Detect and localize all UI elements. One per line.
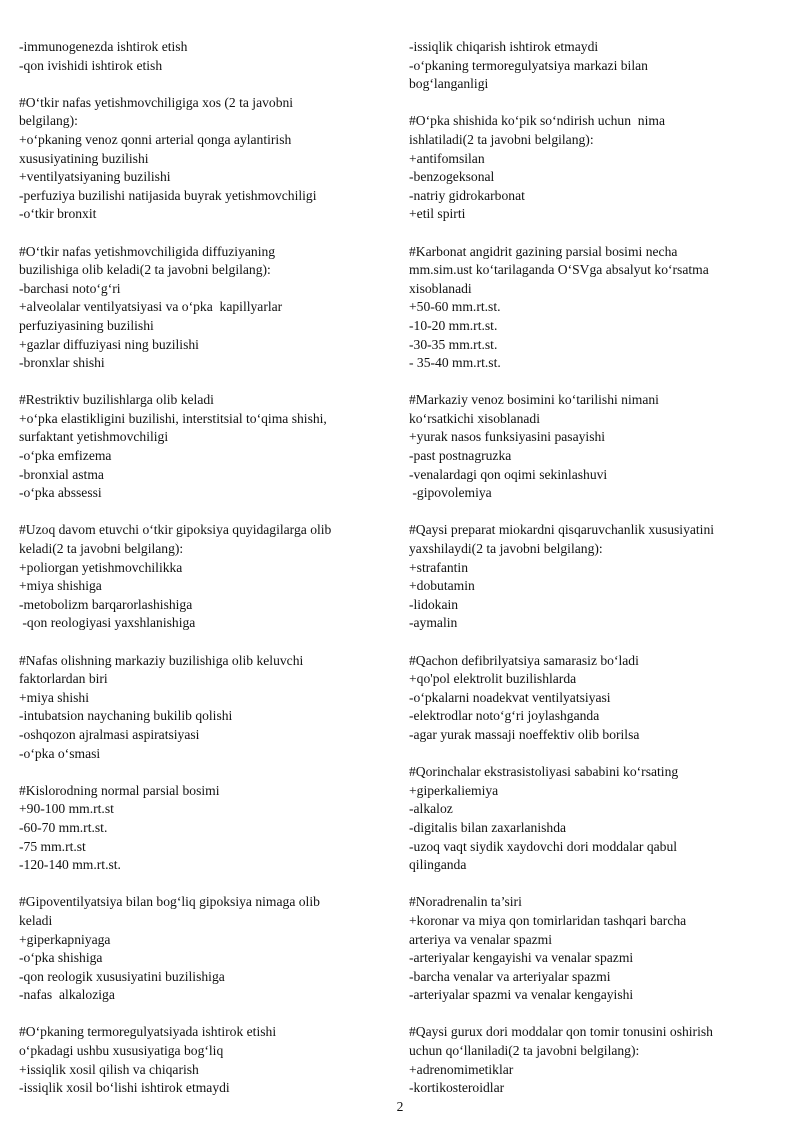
question-block [19, 1023, 394, 1097]
question-block [19, 94, 394, 224]
text-line: #Gipoventilyatsiya bilan bog‘liq gipoksiya nimaga olib [19, 894, 320, 910]
question-block [19, 782, 394, 875]
text-line: -o‘tkir bronxit [19, 206, 97, 222]
text-line: #Karbonat angidrit gazining parsial bosimi necha [409, 243, 678, 259]
text-line: -o‘pka o‘smasi [19, 745, 101, 761]
text-line: -kortikosteroidlar [409, 1080, 505, 1096]
text-line: #O‘pkaning termoregulyatsiyada ishtirok etishi [19, 1024, 277, 1040]
question-block [19, 391, 394, 503]
text-line: keladi [19, 912, 53, 928]
question-block [409, 763, 781, 875]
text-line: +yurak nasos funksiyasini pasayishi [409, 429, 606, 445]
text-line: -30-35 mm.rt.st. [409, 336, 498, 352]
text-line: -arteriyalar kengayishi va venalar spazmi [409, 950, 634, 966]
question-block [19, 893, 394, 1005]
text-line: +alveolalar ventilyatsiyasi va o‘pka kapillyarlar [19, 299, 283, 315]
text-line: -uzoq vaqt siydik xaydovchi dori moddalar qabul [409, 838, 678, 854]
text-line: buzilishiga olib keladi(2 ta javobni belgilang): [19, 262, 271, 278]
question-block [19, 652, 394, 764]
text-line: -elektrodlar noto‘g‘ri joylashganda [409, 708, 600, 724]
left-column [19, 38, 394, 1116]
text-line: ishlatiladi(2 ta javobni belgilang): [409, 131, 594, 147]
text-line: +poliorgan yetishmovchilikka [19, 559, 183, 575]
text-line: -digitalis bilan zaxarlanishda [409, 819, 567, 835]
text-line: +etil spirti [409, 206, 466, 222]
question-block [409, 521, 781, 633]
text-line: surfaktant yetishmovchiligi [19, 429, 169, 445]
text-line: o‘pkadagi ushbu xususiyatiga bog‘liq [19, 1043, 224, 1059]
text-line: +miya shishiga [19, 578, 102, 594]
text-line: #Nafas olishning markaziy buzilishiga olib keluvchi [19, 652, 304, 668]
right-column [409, 38, 781, 1116]
text-line: -oshqozon ajralmasi aspiratsiyasi [19, 726, 200, 742]
text-line: #Qorinchalar ekstrasistoliyasi sababini ko‘rsating [409, 764, 679, 780]
text-line: -o‘pkalarni noadekvat ventilyatsiyasi [409, 689, 611, 705]
text-line: -10-20 mm.rt.st. [409, 317, 498, 333]
text-line: yaxshilaydi(2 ta javobni belgilang): [409, 541, 603, 557]
text-line: #Qachon defibrilyatsiya samarasiz bo‘ladi [409, 652, 639, 668]
text-line: xususiyatining buzilishi [19, 150, 149, 166]
text-line: arteriya va venalar spazmi [409, 931, 553, 947]
text-line: -o‘pka shishiga [19, 950, 103, 966]
text-line: -immunogenezda ishtirok etish [19, 39, 188, 54]
text-line: perfuziyasining buzilishi [19, 317, 154, 333]
text-line: +50-60 mm.rt.st. [409, 299, 501, 315]
question-block [409, 391, 781, 503]
text-line: -o‘pkaning termoregulyatsiya markazi bilan [409, 57, 648, 73]
text-line: -o‘pka emfizema [19, 448, 112, 464]
question-block [409, 893, 781, 1005]
text-line: -gipovolemiya [409, 485, 492, 501]
text-line: -agar yurak massaji noeffektiv olib borilsa [409, 726, 640, 742]
text-line: -qon reologik xususiyatini buzilishiga [19, 968, 225, 984]
question-block [19, 243, 394, 373]
text-line: -intubatsion naychaning bukilib qolishi [19, 708, 233, 724]
text-line: -arteriyalar spazmi va venalar kengayishi [409, 987, 634, 1003]
text-line: +giperkapniyaga [19, 931, 111, 947]
text-line: #O‘pka shishida ko‘pik so‘ndirish uchun nima [409, 113, 665, 129]
text-line: belgilang): [19, 113, 78, 129]
text-line: -bronxlar shishi [19, 355, 105, 371]
text-line: -aymalin [409, 615, 458, 631]
question-block [19, 521, 394, 633]
text-line: -barcha venalar va arteriyalar spazmi [409, 968, 611, 984]
text-line: -lidokain [409, 596, 459, 612]
text-line: -qon ivishidi ishtirok etish [19, 57, 163, 73]
text-line: -barchasi noto‘g‘ri [19, 280, 121, 296]
text-line: #Uzoq davom etuvchi o‘tkir gipoksiya quyidagilarga olib [19, 522, 332, 538]
text-line: +90-100 mm.rt.st [19, 801, 114, 817]
text-line: bog‘langanligi [409, 76, 489, 92]
text-line: +antifomsilan [409, 150, 485, 166]
question-block [409, 243, 781, 373]
text-line: -perfuziya buzilishi natijasida buyrak yetishmovchiligi [19, 187, 317, 203]
text-line: #Kislorodning normal parsial bosimi [19, 782, 220, 798]
text-line: +adrenomimetiklar [409, 1061, 514, 1077]
text-line: +ventilyatsiyaning buzilishi [19, 169, 171, 185]
question-block [19, 38, 394, 75]
text-line: -metobolizm barqarorlashishiga [19, 596, 193, 612]
text-line: +issiqlik xosil qilish va chiqarish [19, 1061, 199, 1077]
text-line: -nafas alkaloziga [19, 987, 115, 1003]
question-block [409, 112, 781, 224]
text-line: #Markaziy venoz bosimini ko‘tarilishi nimani [409, 392, 659, 408]
text-line: xisoblanadi [409, 280, 472, 296]
text-line: +qo'pol elektrolit buzilishlarda [409, 671, 577, 687]
text-line: -alkaloz [409, 801, 453, 817]
text-line: +strafantin [409, 559, 469, 575]
text-line: #Noradrenalin ta’siri [409, 894, 522, 910]
text-line: -60-70 mm.rt.st. [19, 819, 108, 835]
text-line: -qon reologiyasi yaxshlanishiga [19, 615, 196, 631]
text-line: - 35-40 mm.rt.st. [409, 355, 501, 371]
text-line: +o‘pkaning venoz qonni arterial qonga aylantirish [19, 131, 292, 147]
text-line: +koronar va miya qon tomirlaridan tashqari barcha [409, 912, 687, 928]
question-block [409, 1023, 781, 1097]
question-block [409, 652, 781, 745]
text-line: -75 mm.rt.st [19, 838, 86, 854]
text-line: #Qaysi gurux dori moddalar qon tomir tonusini oshirish [409, 1024, 713, 1040]
text-line: #Restriktiv buzilishlarga olib keladi [19, 392, 214, 408]
text-line: #O‘tkir nafas yetishmovchiligiga xos (2 ta javobni [19, 94, 294, 110]
text-line: -issiqlik chiqarish ishtirok etmaydi [409, 39, 599, 54]
text-line: uchun qo‘llaniladi(2 ta javobni belgilang): [409, 1043, 640, 1059]
text-line: keladi(2 ta javobni belgilang): [19, 541, 184, 557]
text-line: mm.sim.ust ko‘tarilaganda O‘SVga absalyut ko‘rsatma [409, 262, 709, 278]
text-line: #Qaysi preparat miokardni qisqaruvchanlik xususiyatini [409, 522, 715, 538]
text-line: qilinganda [409, 857, 467, 873]
text-line: -venalardagi qon oqimi sekinlashuvi [409, 466, 608, 482]
text-line: +giperkaliemiya [409, 782, 499, 798]
question-block [409, 38, 781, 94]
text-line: +dobutamin [409, 578, 475, 594]
text-line: -o‘pka abssessi [19, 485, 102, 501]
text-line: +gazlar diffuziyasi ning buzilishi [19, 336, 199, 352]
text-line: -120-140 mm.rt.st. [19, 857, 121, 873]
text-line: +miya shishi [19, 689, 89, 705]
text-line: #O‘tkir nafas yetishmovchiligida diffuziyaning [19, 243, 276, 259]
text-line: ko‘rsatkichi xisoblanadi [409, 410, 540, 426]
text-line: -natriy gidrokarbonat [409, 187, 525, 203]
text-line: -benzogeksonal [409, 169, 495, 185]
text-line: -issiqlik xosil bo‘lishi ishtirok etmaydi [19, 1080, 230, 1096]
text-line: -bronxial astma [19, 466, 104, 482]
text-line: +o‘pka elastikligini buzilishi, interstitsial to‘qima shishi, [19, 410, 327, 426]
page-number: 2 [396, 1099, 404, 1114]
text-line: faktorlardan biri [19, 671, 108, 687]
text-line: -past postnagruzka [409, 448, 512, 464]
